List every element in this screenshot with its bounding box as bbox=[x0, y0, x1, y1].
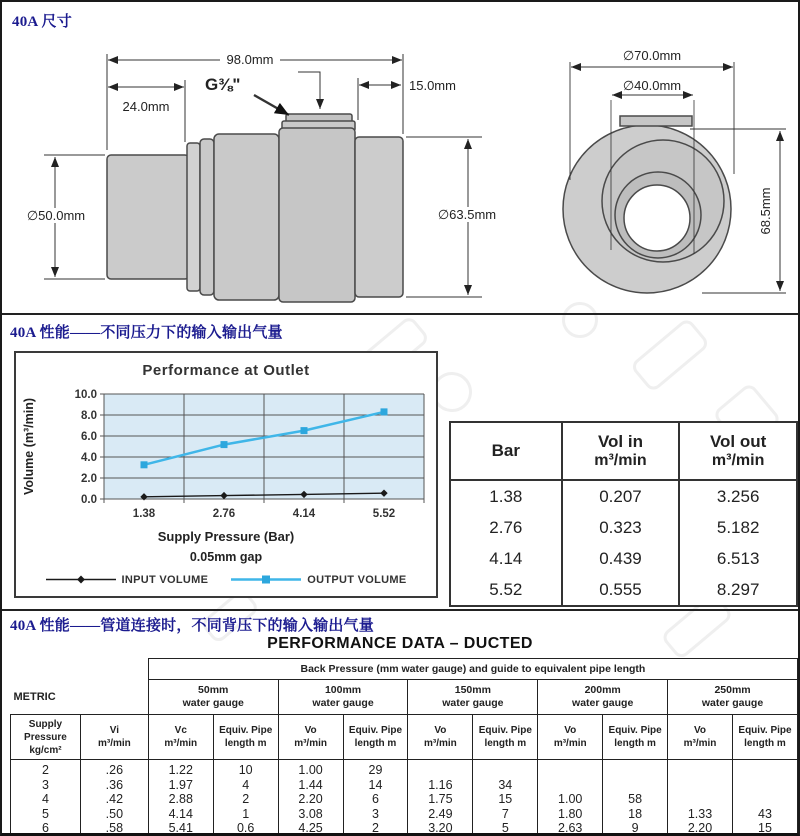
outlet-table-cell: 0.207 bbox=[562, 480, 680, 512]
ducted-data-column: 29 14 6 3 2 bbox=[343, 760, 408, 836]
dim-front-port-dia: ∅40.0mm bbox=[622, 78, 682, 93]
side-view-drawing bbox=[107, 114, 403, 302]
ducted-column-header: Vo m³/min bbox=[278, 715, 343, 760]
ducted-data-column: 1.16 1.75 2.49 3.20 bbox=[408, 760, 473, 836]
water-gauge-group-header: 100mm water gauge bbox=[278, 680, 408, 715]
section1-title: 40A 尺寸 bbox=[12, 14, 72, 30]
section3-title: 40A 性能——管道连接时，不同背压下的输入输出气量 bbox=[10, 618, 374, 634]
y-tick-label: 0.0 bbox=[81, 494, 97, 506]
water-gauge-group-header: 200mm water gauge bbox=[538, 680, 668, 715]
ducted-column-header: Vo m³/min bbox=[408, 715, 473, 760]
dim-front-outer-dia: ∅70.0mm bbox=[622, 48, 682, 63]
outlet-table-cell: 8.297 bbox=[679, 574, 797, 606]
outlet-header-cell: Vol in m³/min bbox=[562, 422, 680, 480]
chart-plot-area bbox=[16, 383, 436, 528]
x-tick-label: 1.38 bbox=[132, 508, 156, 520]
y-tick-label: 4.0 bbox=[81, 452, 97, 464]
outlet-table-cell: 1.38 bbox=[450, 480, 562, 512]
outlet-table-cell: 3.256 bbox=[679, 480, 797, 512]
outlet-table-cell: 2.76 bbox=[450, 512, 562, 543]
water-gauge-group-header: 250mm water gauge bbox=[668, 680, 798, 715]
outlet-table-row bbox=[450, 543, 797, 574]
section2-title: 40A 性能——不同压力下的输入输出气量 bbox=[10, 325, 283, 341]
outlet-volume-table bbox=[449, 421, 798, 607]
legend-item bbox=[46, 573, 209, 586]
data-point-marker bbox=[301, 427, 308, 434]
y-tick-label: 6.0 bbox=[81, 431, 97, 443]
spacer-cell bbox=[11, 659, 149, 680]
outlet-table-cell: 5.52 bbox=[450, 574, 562, 606]
ducted-data-column: 1.22 1.97 2.88 4.14 5.41 bbox=[148, 760, 213, 836]
dim-right-step: 15.0mm bbox=[409, 78, 456, 93]
back-pressure-header: Back Pressure (mm water gauge) and guide to equivalent pipe length bbox=[148, 659, 797, 680]
dim-front-height: 68.5mm bbox=[758, 187, 773, 235]
outlet-table-cell: 4.14 bbox=[450, 543, 562, 574]
ducted-column-header: Vi m³/min bbox=[80, 715, 148, 760]
ducted-performance-table bbox=[10, 658, 798, 836]
outlet-table-cell: 5.182 bbox=[679, 512, 797, 543]
ducted-column-header: Equiv. Pipe length m bbox=[473, 715, 538, 760]
chart-svg bbox=[16, 383, 436, 523]
chart-x-axis-label: Supply Pressure (Bar) bbox=[157, 529, 295, 544]
chart-sub-label: 0.05mm gap bbox=[189, 550, 263, 564]
ducted-column-header: Equiv. Pipe length m bbox=[343, 715, 408, 760]
ducted-column-header: Equiv. Pipe length m bbox=[603, 715, 668, 760]
ducted-column-header: Vc m³/min bbox=[148, 715, 213, 760]
dim-inlet-dia: ∅50.0mm bbox=[26, 208, 86, 223]
ducted-column-header: Equiv. Pipe length m bbox=[732, 715, 797, 760]
section-divider bbox=[2, 609, 798, 611]
outlet-table-row bbox=[450, 480, 797, 512]
chart-legend bbox=[16, 573, 436, 586]
legend-item bbox=[231, 573, 406, 586]
legend-marker bbox=[231, 573, 301, 586]
legend-marker bbox=[46, 573, 116, 586]
metric-label: METRIC bbox=[13, 690, 56, 703]
dim-left-step: 24.0mm bbox=[122, 99, 170, 114]
x-tick-label: 2.76 bbox=[212, 508, 236, 520]
data-point-marker bbox=[221, 441, 228, 448]
outlet-header-cell: Bar bbox=[450, 422, 562, 480]
data-point-marker bbox=[141, 461, 148, 468]
ducted-column-header: Vo m³/min bbox=[538, 715, 603, 760]
dimension-drawings bbox=[2, 2, 800, 312]
outlet-table-row bbox=[450, 574, 797, 606]
dim-thread: G⅜" bbox=[205, 75, 241, 94]
outlet-table-cell: 6.513 bbox=[679, 543, 797, 574]
water-gauge-group-header: 50mm water gauge bbox=[148, 680, 278, 715]
ducted-data-column: 1.00 1.44 2.20 3.08 4.25 bbox=[278, 760, 343, 836]
ducted-data-column: 34 15 7 5 bbox=[473, 760, 538, 836]
ducted-data-column: 1.33 2.20 bbox=[668, 760, 733, 836]
ducted-data-column: 2 3 4 5 6 bbox=[11, 760, 81, 836]
ducted-data-column: 43 15 bbox=[732, 760, 797, 836]
outlet-table-cell: 0.323 bbox=[562, 512, 680, 543]
data-point-marker bbox=[381, 408, 388, 415]
outlet-header-cell: Vol out m³/min bbox=[679, 422, 797, 480]
ducted-table-heading: PERFORMANCE DATA – DUCTED bbox=[267, 635, 533, 652]
performance-chart bbox=[14, 351, 438, 598]
dim-outlet-dia: ∅63.5mm bbox=[437, 207, 497, 222]
dim-overall-width: 98.0mm bbox=[226, 52, 274, 67]
y-tick-label: 10.0 bbox=[74, 389, 97, 401]
ducted-data-column: 58 18 9 bbox=[603, 760, 668, 836]
water-gauge-group-header: 150mm water gauge bbox=[408, 680, 538, 715]
ducted-column-header: Vo m³/min bbox=[668, 715, 733, 760]
chart-y-axis-label: Volume (m³/min) bbox=[22, 398, 36, 495]
x-tick-label: 5.52 bbox=[372, 508, 396, 520]
ducted-column-header: Supply Pressure kg/cm² bbox=[11, 715, 81, 760]
watermark-shape bbox=[629, 317, 710, 393]
outlet-table-cell: 0.555 bbox=[562, 574, 680, 606]
legend-label: INPUT VOLUME bbox=[121, 573, 209, 586]
ducted-data-column: 10 4 2 1 0.6 bbox=[213, 760, 278, 836]
ducted-data-column: 1.00 1.80 2.63 bbox=[538, 760, 603, 836]
y-tick-label: 8.0 bbox=[81, 410, 97, 422]
y-tick-label: 2.0 bbox=[81, 473, 97, 485]
x-tick-label: 4.14 bbox=[292, 508, 316, 520]
chart-title: Performance at Outlet bbox=[142, 362, 310, 379]
ducted-data-column: .26 .36 .42 .50 .58 bbox=[80, 760, 148, 836]
ducted-column-header: Equiv. Pipe length m bbox=[213, 715, 278, 760]
outlet-table-cell: 0.439 bbox=[562, 543, 680, 574]
section-divider bbox=[2, 313, 798, 315]
front-view-drawing bbox=[563, 116, 731, 293]
legend-label: OUTPUT VOLUME bbox=[307, 573, 407, 586]
outlet-table-row bbox=[450, 512, 797, 543]
